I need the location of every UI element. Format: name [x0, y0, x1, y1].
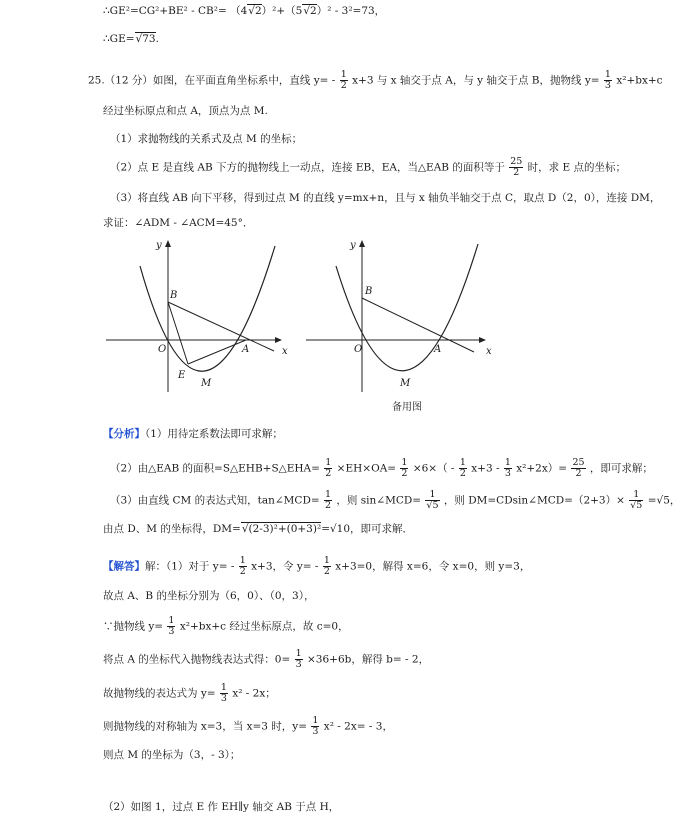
den: 2 — [323, 566, 330, 577]
text: 解：（1）对于 y= - — [145, 560, 235, 573]
sqrt: √73 — [135, 33, 156, 45]
text: 时，求 E 点的坐标； — [527, 161, 626, 174]
num: 1 — [504, 457, 511, 468]
num: 1 — [325, 457, 332, 468]
num: 1 — [312, 715, 319, 726]
x-arrow-icon — [275, 337, 282, 343]
figure-1 — [100, 236, 300, 396]
fraction — [295, 649, 303, 670]
den: 3 — [220, 693, 227, 704]
text: ×6×（ - — [412, 462, 455, 475]
solution-line-3 — [103, 616, 349, 637]
fraction — [239, 556, 247, 577]
num: 1 — [323, 555, 330, 566]
label-x: x — [486, 346, 492, 357]
num: 1 — [340, 69, 347, 80]
fraction — [340, 70, 348, 91]
solution-line-8: （2）如图 1，过点 E 作 EH∥y 轴交 AB 于点 H， — [103, 801, 340, 813]
y-arrow-icon — [359, 240, 365, 247]
q25-line-1 — [88, 70, 663, 91]
figure-2 — [300, 236, 500, 396]
num: 1 — [459, 457, 466, 468]
solution-line-2: 故点 A、B 的坐标分别为（6，0）、（0，3）， — [103, 590, 315, 602]
num: 1 — [168, 615, 175, 626]
den: 2 — [401, 468, 408, 479]
text: x² - 2x= - 3， — [323, 720, 393, 733]
text: （2）点 E 是直线 AB 下方的抛物线上一动点，连接 EB，EA，当△EAB 的面积等于 — [110, 161, 505, 174]
num: 1 — [239, 555, 246, 566]
den: √5 — [630, 500, 643, 511]
den: 2 — [340, 80, 347, 91]
num: 25 — [510, 156, 523, 167]
text: ∴GE= — [103, 33, 135, 45]
den: 2 — [513, 167, 520, 178]
text: x+3 与 x 轴交于点 A，与 y 轴交于点 B，抛物线 y= — [352, 74, 600, 87]
text: . — [155, 33, 159, 45]
text: 25.（12 分）如图，在平面直角坐标系中，直线 y= - — [88, 74, 336, 87]
num: 1 — [604, 69, 611, 80]
top-line-1 — [103, 4, 385, 18]
segment-EB — [168, 302, 188, 364]
den: 2 — [239, 566, 246, 577]
fraction — [425, 490, 439, 511]
text: =√10，即可求解． — [321, 523, 414, 535]
label-O: O — [158, 344, 167, 355]
fraction — [220, 683, 228, 704]
num: 1 — [425, 490, 439, 501]
num: 1 — [295, 648, 302, 659]
fraction — [604, 70, 612, 91]
num: 1 — [629, 490, 643, 501]
text: x+3 - — [471, 462, 500, 475]
den: 3 — [168, 626, 175, 637]
label-B: B — [170, 290, 178, 301]
den: 2 — [575, 468, 582, 479]
analysis-line-4 — [103, 522, 413, 536]
text: x²+bx+c 经过坐标原点，故 c=0， — [179, 620, 349, 633]
q25-line-3: （1）求抛物线的关系式及点 M 的坐标； — [110, 133, 303, 145]
q25-line-2: 经过坐标原点和点 A，顶点为点 M. — [103, 105, 268, 117]
text: x² - 2x； — [232, 687, 276, 700]
text: ，则 DM=CDsin∠MCD=（2+3）× — [443, 494, 625, 507]
analysis-line-2 — [110, 458, 653, 479]
text: ，即可求解； — [589, 462, 653, 475]
label-y: y — [156, 240, 162, 251]
fraction — [509, 157, 523, 178]
sqrt: √2 — [248, 5, 262, 17]
den: 2 — [459, 468, 466, 479]
fraction — [323, 556, 331, 577]
analysis-tag: 【分析】 — [103, 428, 145, 440]
fraction — [400, 458, 408, 479]
text: 将点 A 的坐标代入抛物线表达式得：0= — [103, 653, 291, 666]
text: （3）由直线 CM 的表达式知，tan∠MCD= — [110, 494, 320, 507]
text: =√5， — [647, 494, 681, 507]
segment-EA — [188, 340, 246, 364]
label-A: A — [242, 344, 250, 355]
den: 3 — [604, 80, 611, 91]
fraction — [571, 458, 585, 479]
den: 3 — [312, 726, 319, 737]
text: （1）用待定系数法即可求解； — [145, 428, 283, 440]
sqrt: √(2-3)²+(0+3)² — [241, 523, 322, 535]
den: 2 — [325, 468, 332, 479]
line-AB — [168, 302, 274, 351]
num: 1 — [220, 682, 227, 693]
fraction — [459, 458, 467, 479]
text: ×EH×OA= — [336, 462, 397, 475]
text: ×36+6b，解得 b= - 2， — [306, 653, 430, 666]
text: x+3=0，解得 x=6，令 x=0，则 y=3， — [335, 560, 531, 573]
q25-line-5: （3）将直线 AB 向下平移，得到过点 M 的直线 y=mx+n，且与 x 轴负半轴交于点 C，取点 D（2，0），连接 DM， — [110, 192, 661, 204]
text: ∵抛物线 y= — [103, 620, 164, 633]
den: 3 — [504, 468, 511, 479]
label-A: A — [434, 344, 442, 355]
q25-line-6: 求证：∠ADM - ∠ACM=45°． — [103, 217, 254, 229]
text: ∴GE — [103, 5, 126, 17]
label-y: y — [350, 240, 356, 251]
label-x: x — [282, 346, 288, 357]
den: √5 — [426, 500, 439, 511]
fraction — [167, 616, 175, 637]
x-arrow-icon — [479, 337, 486, 343]
den: 3 — [295, 659, 302, 670]
text: 由点 D、M 的坐标得，DM= — [103, 523, 241, 535]
text: ）² - 3²=73， — [316, 5, 386, 17]
num: 1 — [325, 489, 332, 500]
text: ）²+（5 — [261, 5, 303, 17]
den: 2 — [325, 500, 332, 511]
fraction — [504, 458, 512, 479]
analysis-line-3 — [110, 490, 680, 511]
top-line-2 — [103, 32, 159, 46]
y-arrow-icon — [165, 240, 171, 247]
sqrt: √2 — [303, 5, 317, 17]
text: （2）由△EAB 的面积=S△EHB+S△EHA= — [110, 462, 320, 475]
text: x²+2x）= — [516, 462, 568, 475]
num: 1 — [401, 457, 408, 468]
text: ²=CG²+BE² - CB²= （4 — [125, 5, 248, 17]
solution-line-7: 则点 M 的坐标为（3，- 3）； — [103, 749, 241, 761]
fraction — [311, 716, 319, 737]
solution-line-1 — [103, 556, 530, 577]
figure-caption: 备用图 — [392, 402, 422, 413]
label-M: M — [400, 378, 411, 389]
label-M: M — [201, 378, 212, 389]
solution-line-5 — [103, 683, 276, 704]
q25-line-4 — [110, 157, 626, 178]
solution-line-4 — [103, 649, 429, 670]
line-AB — [362, 298, 474, 352]
text: 故抛物线的表达式为 y= — [103, 687, 216, 700]
text: 则抛物线的对称轴为 x=3，当 x=3 时，y= — [103, 720, 308, 733]
text: ，则 sin∠MCD= — [336, 494, 422, 507]
fraction — [324, 490, 332, 511]
num: 25 — [572, 457, 585, 468]
label-B: B — [365, 286, 373, 297]
label-E: E — [178, 370, 186, 381]
analysis-line-1 — [103, 427, 283, 441]
text: x²+bx+c — [616, 74, 663, 87]
fraction — [324, 458, 332, 479]
fraction — [629, 490, 643, 511]
label-O: O — [354, 344, 363, 355]
text: x+3，令 y= - — [251, 560, 319, 573]
solution-tag: 【解答】 — [103, 560, 145, 573]
solution-line-6 — [103, 716, 393, 737]
